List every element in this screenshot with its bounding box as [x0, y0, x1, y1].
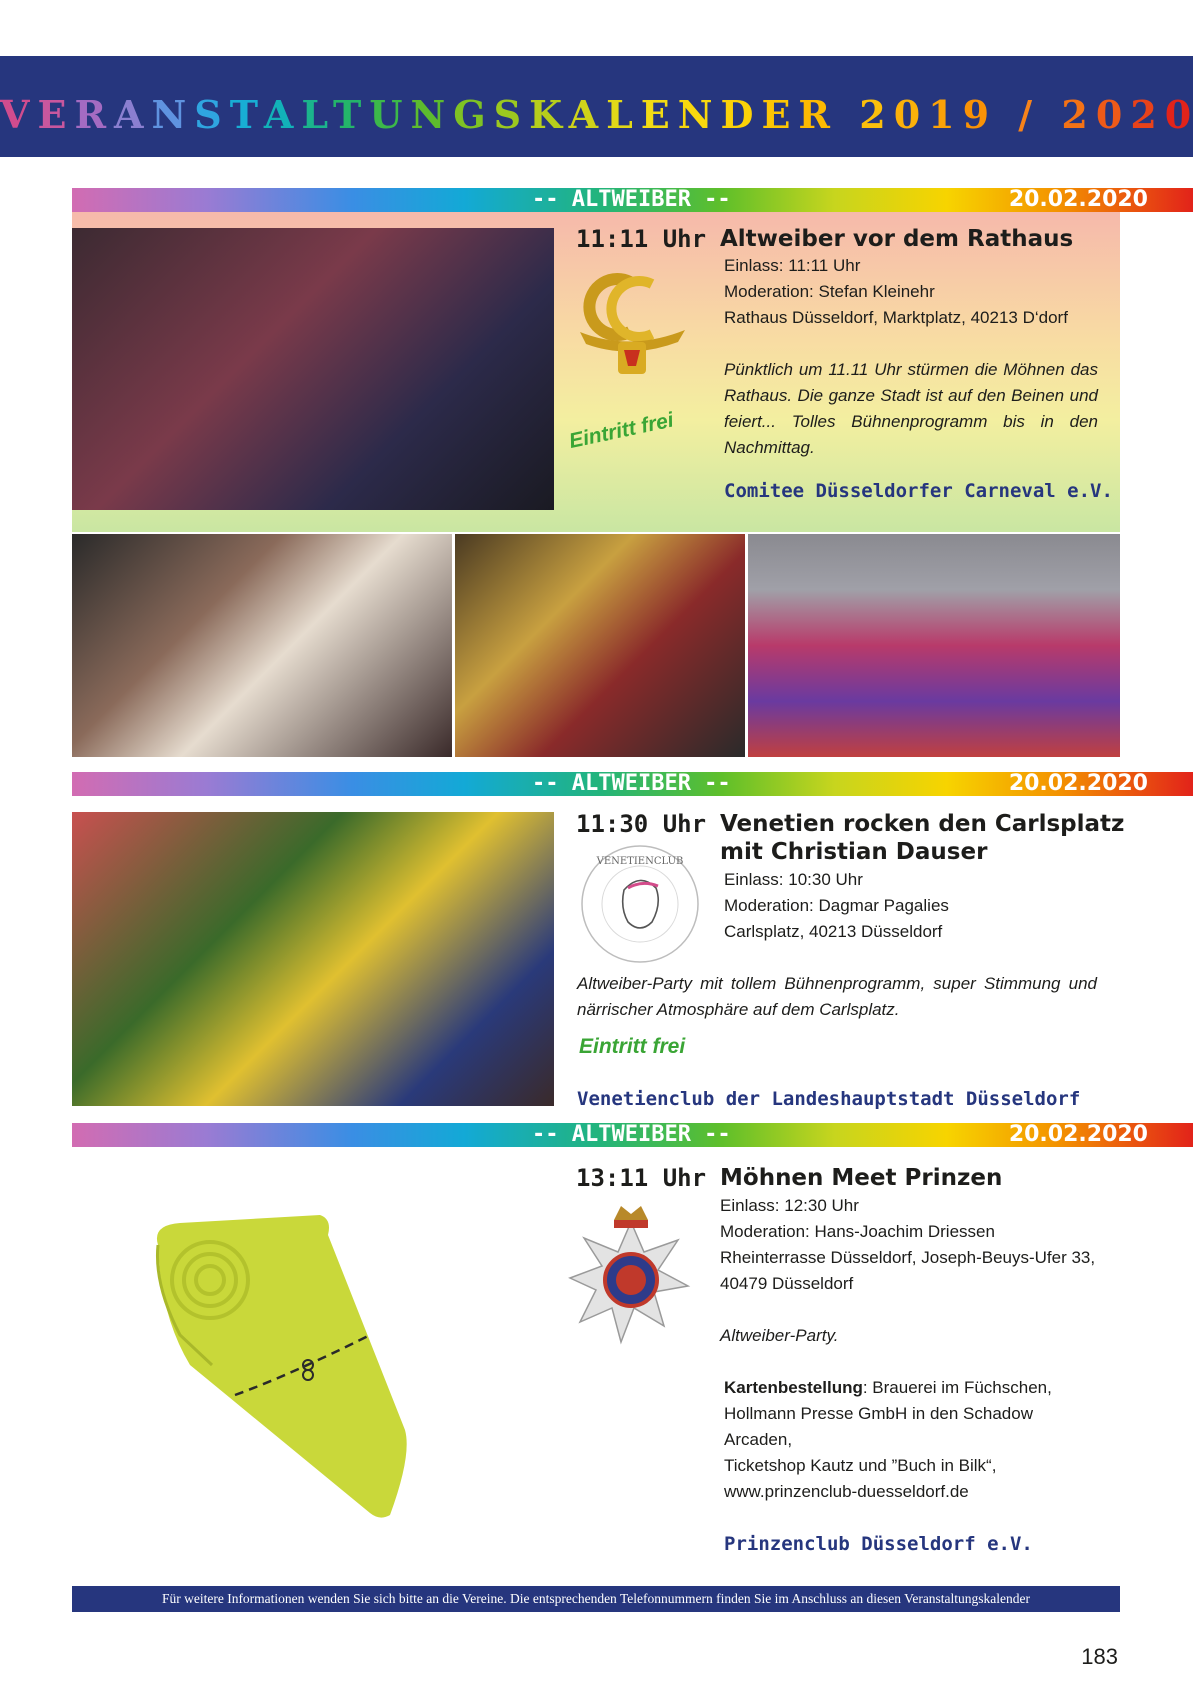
- event-description: Altweiber-Party.: [720, 1326, 839, 1345]
- event-description: Altweiber-Party mit tollem Bühnenprogramm, super Stimmung und närrischer Atmosphäre auf dem Carlsplatz.: [577, 974, 1097, 1019]
- title-letter: N: [677, 92, 721, 137]
- title-letter: [1040, 92, 1061, 137]
- title-letter: 1: [928, 92, 963, 137]
- event-photo: [72, 534, 452, 757]
- event-moderation: Moderation: Stefan Kleinehr: [724, 282, 935, 301]
- event-title-continued: mit Christian Dauser: [720, 839, 988, 865]
- title-letter: S: [493, 92, 530, 137]
- category-bar: [72, 772, 1193, 796]
- page-title: [0, 92, 1199, 138]
- title-letter: A: [263, 92, 302, 137]
- ticket-line: Hollmann Presse GmbH in den Schadow: [724, 1404, 1033, 1423]
- entry-label: Eintritt frei: [567, 408, 676, 454]
- title-letter: S: [194, 92, 230, 137]
- category-bar: [72, 188, 1193, 212]
- event-location-continued: 40479 Düsseldorf: [720, 1274, 854, 1293]
- ticket-line: Ticketshop Kautz und ”Buch in Bilk“,: [724, 1456, 997, 1475]
- event-location: Carlsplatz, 40213 Düsseldorf: [724, 922, 943, 941]
- event-title: Altweiber vor dem Rathaus: [720, 226, 1074, 252]
- title-letter: E: [640, 92, 678, 137]
- title-letter: N: [410, 92, 454, 137]
- event-date: 20.02.2020: [1008, 1122, 1148, 1147]
- ticket-info: [724, 1375, 1052, 1401]
- event-title: Möhnen Meet Prinzen: [720, 1165, 1003, 1191]
- event-time: 11:11 Uhr: [576, 225, 707, 253]
- title-letter: 0: [1095, 92, 1131, 137]
- event-moderation: Moderation: Dagmar Pagalies: [724, 896, 949, 915]
- title-letter: [997, 92, 1018, 137]
- category-bar: [72, 1123, 1193, 1147]
- event-location: Rathaus Düsseldorf, Marktplatz, 40213 D‘dorf: [724, 308, 1068, 327]
- title-letter: 0: [1164, 92, 1199, 137]
- title-letter: 0: [893, 92, 929, 137]
- category-label: -- ALTWEIBER --: [532, 1122, 731, 1147]
- event-location: Rheinterrasse Düsseldorf, Joseph-Beuys-Ufer 33,: [720, 1248, 1096, 1267]
- title-letter: L: [301, 92, 334, 137]
- title-letter: R: [74, 92, 115, 137]
- event-description: Pünktlich um 11.11 Uhr stürmen die Möhnen das Rathaus. Die ganze Stadt ist auf den Beinen und feiert... Tolles Bühnenprogramm bis in den Nachmittag.: [724, 360, 1098, 457]
- event-date: 20.02.2020: [1008, 771, 1148, 796]
- title-letter: 2: [859, 92, 894, 137]
- event-time: 11:30 Uhr: [576, 810, 707, 838]
- entry-label: Eintritt frei: [579, 1035, 686, 1058]
- title-letter: A: [114, 92, 152, 137]
- event-organizer: Comitee Düsseldorfer Carneval e.V.: [724, 480, 1113, 502]
- title-letter: A: [568, 92, 607, 137]
- title-letter: 9: [962, 92, 998, 137]
- event-organizer: Venetienclub der Landeshauptstadt Düsseldorf: [577, 1088, 1081, 1110]
- title-letter: K: [529, 92, 569, 137]
- event-time: 13:11 Uhr: [576, 1164, 707, 1192]
- title-letter: E: [37, 92, 75, 137]
- title-letter: T: [229, 92, 264, 137]
- event-moderation: Moderation: Hans-Joachim Driessen: [720, 1222, 995, 1241]
- event-organizer: Prinzenclub Düsseldorf e.V.: [724, 1533, 1033, 1555]
- title-letter: 2: [1130, 92, 1165, 137]
- title-letter: G: [453, 92, 494, 137]
- ticket-website: www.prinzenclub-duesseldorf.de: [724, 1482, 969, 1501]
- event-date: 20.02.2020: [1008, 187, 1148, 212]
- title-letter: T: [333, 92, 370, 137]
- category-label: -- ALTWEIBER --: [532, 187, 731, 212]
- ticket-line: Arcaden,: [724, 1430, 793, 1449]
- venetienclub-logo-icon: [578, 842, 702, 971]
- ticket-text: : Brauerei im Füchschen,: [862, 1378, 1052, 1397]
- event-photo: [72, 228, 554, 510]
- footer-note: Für weitere Informationen wenden Sie sich bitte an die Vereine. Die entsprechenden Telefonnummern finden Sie im Anschluss an diesen Veranstaltungskalender: [72, 1586, 1120, 1612]
- event-photo: [748, 534, 1120, 757]
- title-letter: /: [1018, 92, 1041, 137]
- title-letter: D: [720, 92, 762, 137]
- category-label: -- ALTWEIBER --: [532, 771, 731, 796]
- ticket-label: Kartenbestellung: [724, 1378, 863, 1397]
- event-title: Venetien rocken den Carlsplatz: [720, 811, 1125, 837]
- title-letter: V: [0, 92, 38, 137]
- title-letter: N: [151, 92, 195, 137]
- logo-text: VENETIENCLUB: [596, 856, 684, 867]
- title-letter: E: [761, 92, 799, 137]
- event-photo: [455, 534, 745, 757]
- cc-logo-icon: [570, 262, 690, 387]
- title-letter: [838, 92, 859, 137]
- prinzenclub-logo-icon: [566, 1200, 696, 1355]
- event-photo: [72, 812, 554, 1106]
- title-letter: L: [606, 92, 641, 137]
- event-admission: Einlass: 10:30 Uhr: [724, 870, 863, 889]
- title-letter: 2: [1061, 92, 1096, 137]
- page-number: 183: [1081, 1644, 1118, 1669]
- event-admission: Einlass: 11:11 Uhr: [724, 256, 861, 275]
- title-letter: U: [369, 92, 411, 137]
- event-admission: Einlass: 12:30 Uhr: [720, 1196, 859, 1215]
- tie-image: [150, 1215, 420, 1530]
- title-letter: R: [798, 92, 839, 137]
